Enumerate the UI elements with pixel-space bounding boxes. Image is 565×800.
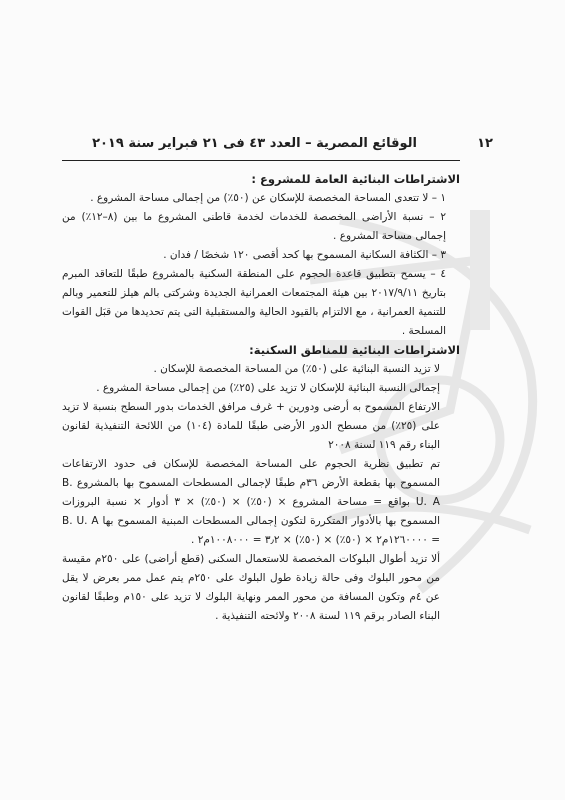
paragraph: ٣ – الكثافة السكانية المسموح بها كحد أقصى ١٢٠ شخصًا / فدان . bbox=[163, 249, 446, 261]
header-divider bbox=[62, 160, 460, 161]
paragraph: إجمالى النسبة البنائية للإسكان لا تزيد على (٢٥٪) من إجمالى مساحة المشروع . bbox=[96, 382, 440, 394]
header-title: الوقائع المصرية – العدد ٤٣ فى ٢١ فبراير سنة ٢٠١٩ bbox=[92, 136, 417, 151]
paragraph: ٢ – نسبة الأراضى المخصصة للخدمات لخدمة قاطنى المشروع ما بين (٨–١٢٪) من إجمالى مساحة المشروع . bbox=[62, 211, 446, 242]
page-number: ١٢ bbox=[477, 136, 493, 151]
document-body bbox=[62, 170, 460, 626]
section-heading-residential: الاشتراطات البنائية للمناطق السكنية: bbox=[249, 343, 460, 357]
paragraph: ٤ – يسمح بتطبيق قاعدة الحجوم على المنطقة السكنية بالمشروع طبقًا للتعاقد المبرم بتاريخ ٢٠١٧/٩/١١ بين هيئة المجتمعات العمرانية الجديدة وشركتى بالم هيلز للتعمير وبالم للتنمية العمرانية ، مع الالتزام بالقيود الحالية والمستقبلية التى يتم تحديدها من قبَل القوات المسلحة . bbox=[62, 268, 446, 337]
paragraph: الارتفاع المسموح به أرضى ودورين + غرف مرافق الخدمات بدور السطح بنسبة لا تزيد على (٢٥٪) من مسطح الدور الأرضى طبقًا للمادة (١٠٤) من اللائحة التنفيذية لقانون البناء رقم ١١٩ لسنة ٢٠٠٨ bbox=[62, 401, 440, 451]
paragraph: تم تطبيق نظرية الحجوم على المساحة المخصصة للإسكان فى حدود الارتفاعات المسموح بها بقطعة الأرض ٣٦م طبقًا لإجمالى المسطحات المسموح بها بالمشروع B. U. A بواقع = مساحة المشروع × (٥٠٪) × (٥٠٪) × ٣ أدوار × نسبة البروزات المسموح بها بالأدوار المتكررة لتكون إجمالى المسطحات المبنية المسموح بها B. U. A = ١٢٦٠٠٠٠م٢ × (٥٠٪) × (٥٠٪) × ٣٫٢ = ١٠٠٨٠٠٠م٢ . bbox=[62, 458, 440, 546]
paragraph: ١ – لا تتعدى المساحة المخصصة للإسكان عن (٥٠٪) من إجمالى مساحة المشروع . bbox=[90, 192, 446, 204]
page-header bbox=[60, 134, 505, 156]
paragraph: ألا تزيد أطوال البلوكات المخصصة للاستعمال السكنى (قطع أراضى) على ٢٥٠م مقيسة من محور البلوك وفى حالة زيادة طول البلوك على ٢٥٠م يتم عمل ممر بعرض لا يقل عن ٤م وتكون المسافة من محور الممر ونهاية البلوك لا تزيد على ١٥٠م وطبقًا لقانون البناء الصادر برقم ١١٩ لسنة ٢٠٠٨ ولائحته التنفيذية . bbox=[62, 553, 440, 622]
paragraph: لا تزيد النسبة البنائية على (٥٠٪) من المساحة المخصصة للإسكان . bbox=[153, 363, 440, 375]
section-heading-general: الاشتراطات البنائية العامة للمشروع : bbox=[251, 172, 460, 186]
